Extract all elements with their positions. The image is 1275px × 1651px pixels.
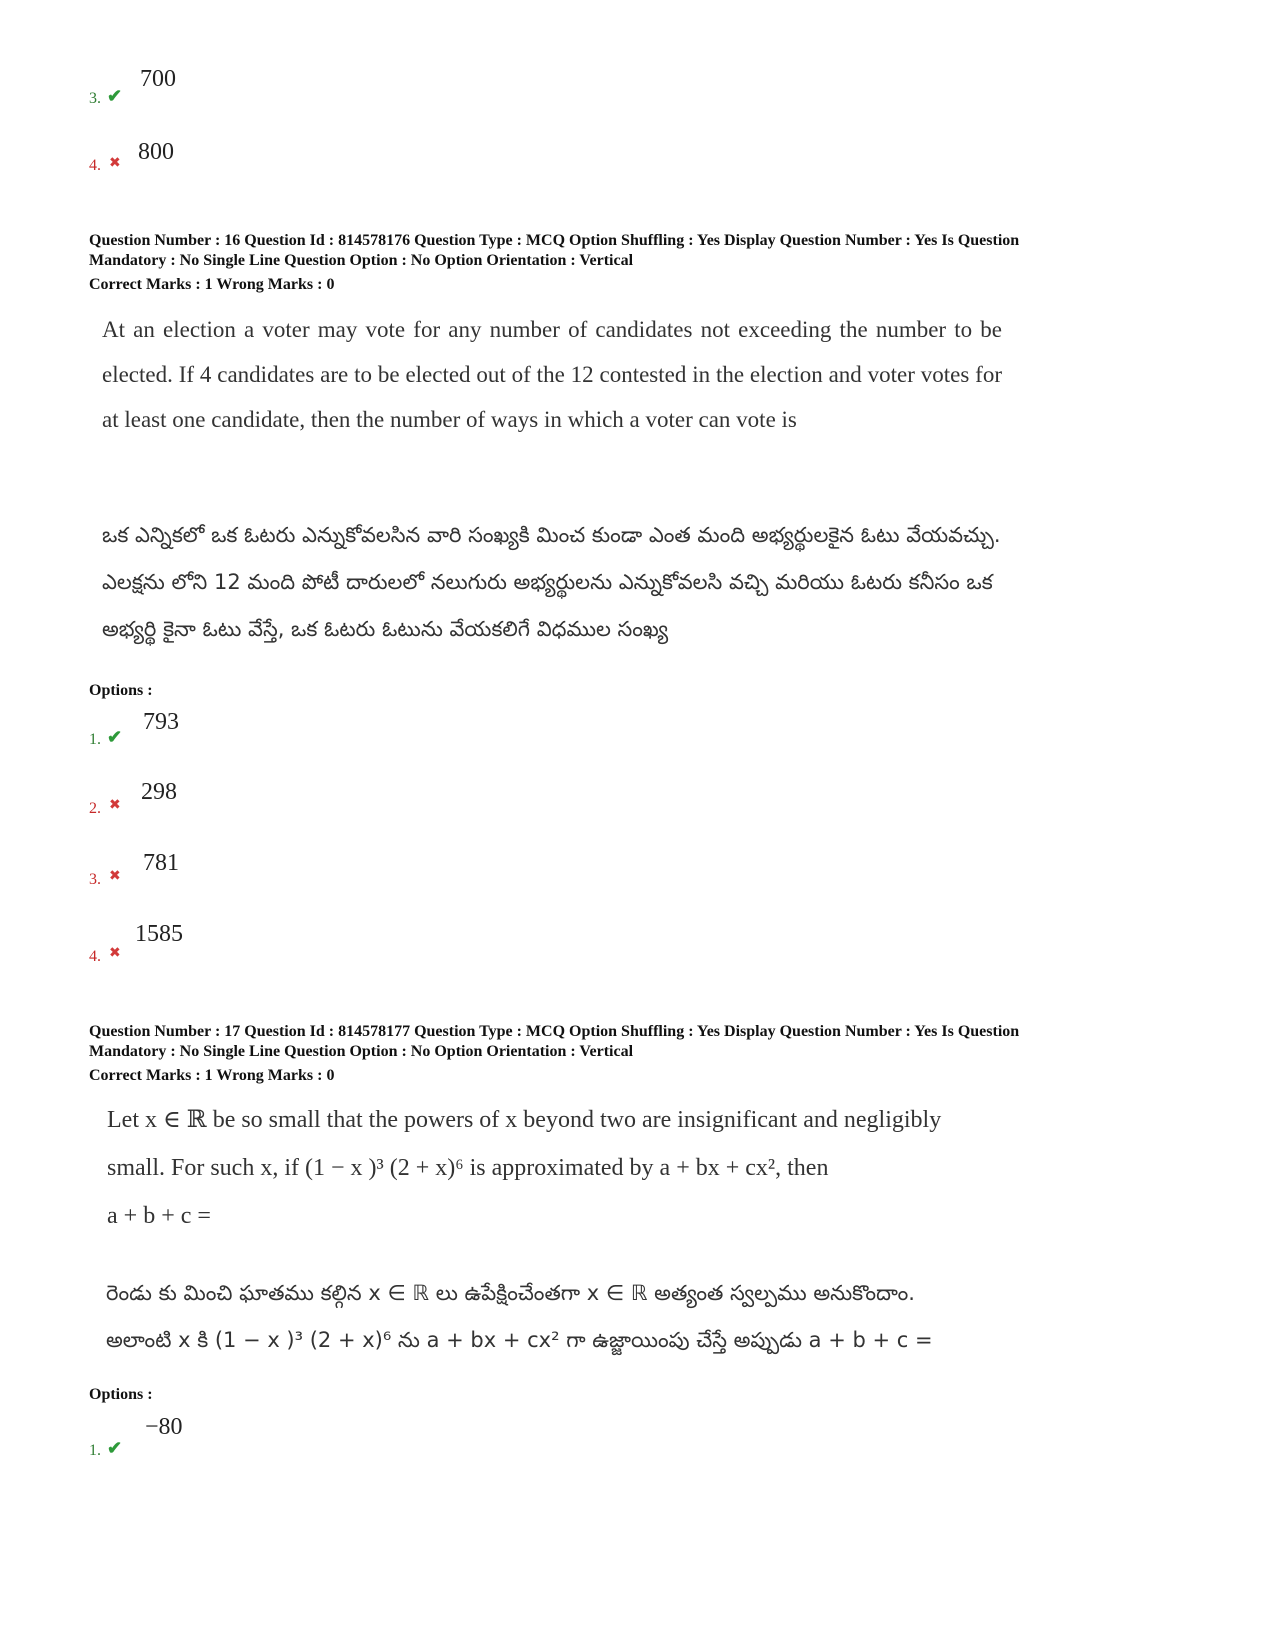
question-line: అలాంటి x కి (1 − x )³ (2 + x)⁶ ను a + bx + cx² గా ఉజ్జాయింపు చేస్తే అప్పుడు a + b + c = — [106, 1328, 933, 1352]
option-number: 3. — [89, 90, 101, 107]
option-value: 298 — [141, 779, 177, 805]
option-number: 4. — [89, 157, 101, 174]
question-text-telugu: ఒక ఎన్నికలో ఒక ఓటరు ఎన్నుకోవలసిన వారి సంఖ్యకి మించ కుండా ఎంత మంది అభ్యర్థులకైన ఓటు వేయవచ్చు. ఎలక్షను లోని 12 మంది పోటీ దారులలో నలుగురు అభ్యర్థులను ఎన్నుకోవలసి వచ్చి మరియు ఓటరు కనీసం ఒక అభ్యర్థి కైనా ఓటు వేస్తే, ఒక ఓటరు ఓటును వేయకలిగే విధముల సంఖ్య — [102, 523, 1001, 641]
option-value: 1585 — [135, 921, 183, 947]
options-label: Options : — [89, 1386, 153, 1403]
cross-icon: ✖ — [109, 946, 121, 961]
question-meta-line1: Question Number : 16 Question Id : 814578176 Question Type : MCQ Option Shuffling : Yes Display Question Number : Yes Is Question — [89, 232, 1020, 249]
question-text-telugu — [106, 1270, 1006, 1364]
option-value: 781 — [143, 850, 179, 876]
option-number: 1. — [89, 1442, 101, 1459]
option-number: 2. — [89, 800, 101, 817]
question-line: రెండు కు మించి ఘాతము కల్గిన x ∈ ℝ లు ఉపేక్షించేంతగా x ∈ ℝ అత్యంత స్వల్పము అనుకొందాం. — [106, 1281, 915, 1305]
question-meta-line2: Mandatory : No Single Line Question Option : No Option Orientation : Vertical — [89, 252, 634, 269]
question-marks: Correct Marks : 1 Wrong Marks : 0 — [89, 276, 335, 293]
check-icon: ✔ — [107, 1438, 123, 1458]
option-number: 4. — [89, 948, 101, 965]
question-line: small. For such x, if (1 − x )³ (2 + x)⁶ is approximated by a + bx + cx², then — [107, 1155, 829, 1181]
option-value: 800 — [138, 139, 174, 165]
question-meta — [89, 1022, 1199, 1086]
cross-icon: ✖ — [109, 869, 121, 884]
option-value: −80 — [145, 1414, 183, 1440]
option-value: 793 — [143, 709, 179, 735]
cross-icon: ✖ — [109, 798, 121, 813]
question-text-english: At an election a voter may vote for any number of candidates not exceeding the number to be elected. If 4 candidates are to be elected out of the 12 contested in the election and voter votes for at least one candidate, then the number of ways in which a voter can vote is — [102, 317, 1002, 432]
option-number: 1. — [89, 731, 101, 748]
question-text-english — [107, 1096, 1007, 1240]
question-meta-line2: Mandatory : No Single Line Question Option : No Option Orientation : Vertical — [89, 1043, 634, 1060]
cross-icon: ✖ — [109, 156, 121, 171]
option-number: 3. — [89, 871, 101, 888]
question-meta — [89, 231, 1199, 295]
question-line: a + b + c = — [107, 1203, 211, 1229]
question-marks: Correct Marks : 1 Wrong Marks : 0 — [89, 1067, 335, 1084]
check-icon: ✔ — [107, 727, 123, 747]
options-label: Options : — [89, 682, 153, 699]
question-line: Let x ∈ ℝ be so small that the powers of x beyond two are insignificant and negligibly — [107, 1107, 942, 1133]
check-icon: ✔ — [107, 86, 123, 106]
question-meta-line1: Question Number : 17 Question Id : 814578177 Question Type : MCQ Option Shuffling : Yes Display Question Number : Yes Is Question — [89, 1023, 1020, 1040]
option-value: 700 — [140, 66, 176, 92]
